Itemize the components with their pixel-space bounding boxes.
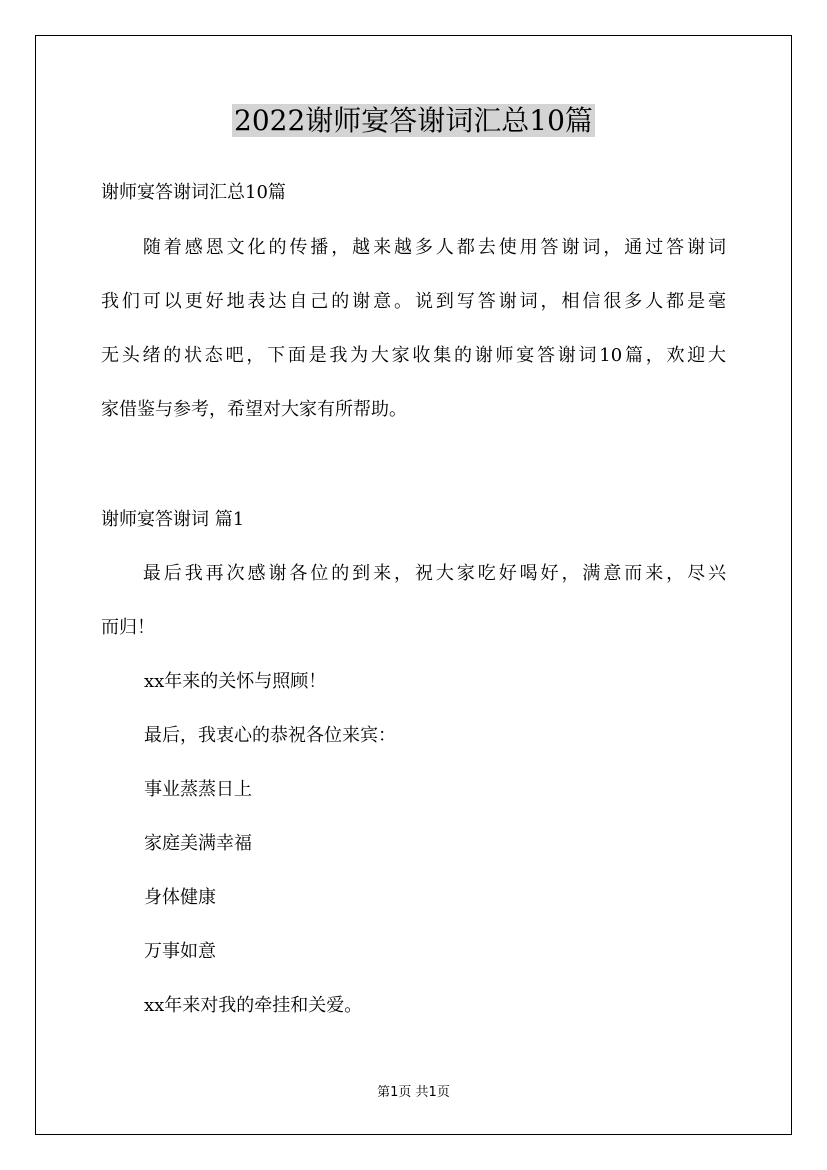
intro-line-2: 我们可以更好地表达自己的谢意。说到写答谢词，相信很多人都是毫 <box>101 291 726 312</box>
wish-health: 身体健康 <box>144 887 216 908</box>
page-footer: 第1页 共1页 <box>377 1085 450 1100</box>
document-title-text: 2022谢师宴答谢词汇总10篇 <box>234 104 593 137</box>
section-heading: 谢师宴答谢词 篇1 <box>101 509 245 530</box>
wish-everything: 万事如意 <box>144 941 216 962</box>
intro-line-4: 家借鉴与参考，希望对大家有所帮助。 <box>101 399 407 420</box>
document-subtitle: 谢师宴答谢词汇总10篇 <box>101 182 286 203</box>
intro-line-1: 随着感恩文化的传播，越来越多人都去使用答谢词，通过答谢词 <box>101 237 726 258</box>
section-line-2: 而归！ <box>101 617 155 638</box>
paragraph-wishes-intro: 最后，我衷心的恭祝各位来宾： <box>144 725 396 746</box>
wish-family: 家庭美满幸福 <box>144 833 252 854</box>
document-title <box>0 101 827 141</box>
paragraph-care: xx年来的关怀与照顾！ <box>144 671 327 692</box>
wish-career: 事业蒸蒸日上 <box>144 779 252 800</box>
section-line-1: 最后我再次感谢各位的到来，祝大家吃好喝好，满意而来，尽兴 <box>101 563 726 584</box>
intro-line-3: 无头绪的状态吧，下面是我为大家收集的谢师宴答谢词10篇，欢迎大 <box>101 345 726 366</box>
paragraph-thanks: xx年来对我的牵挂和关爱。 <box>144 995 363 1016</box>
